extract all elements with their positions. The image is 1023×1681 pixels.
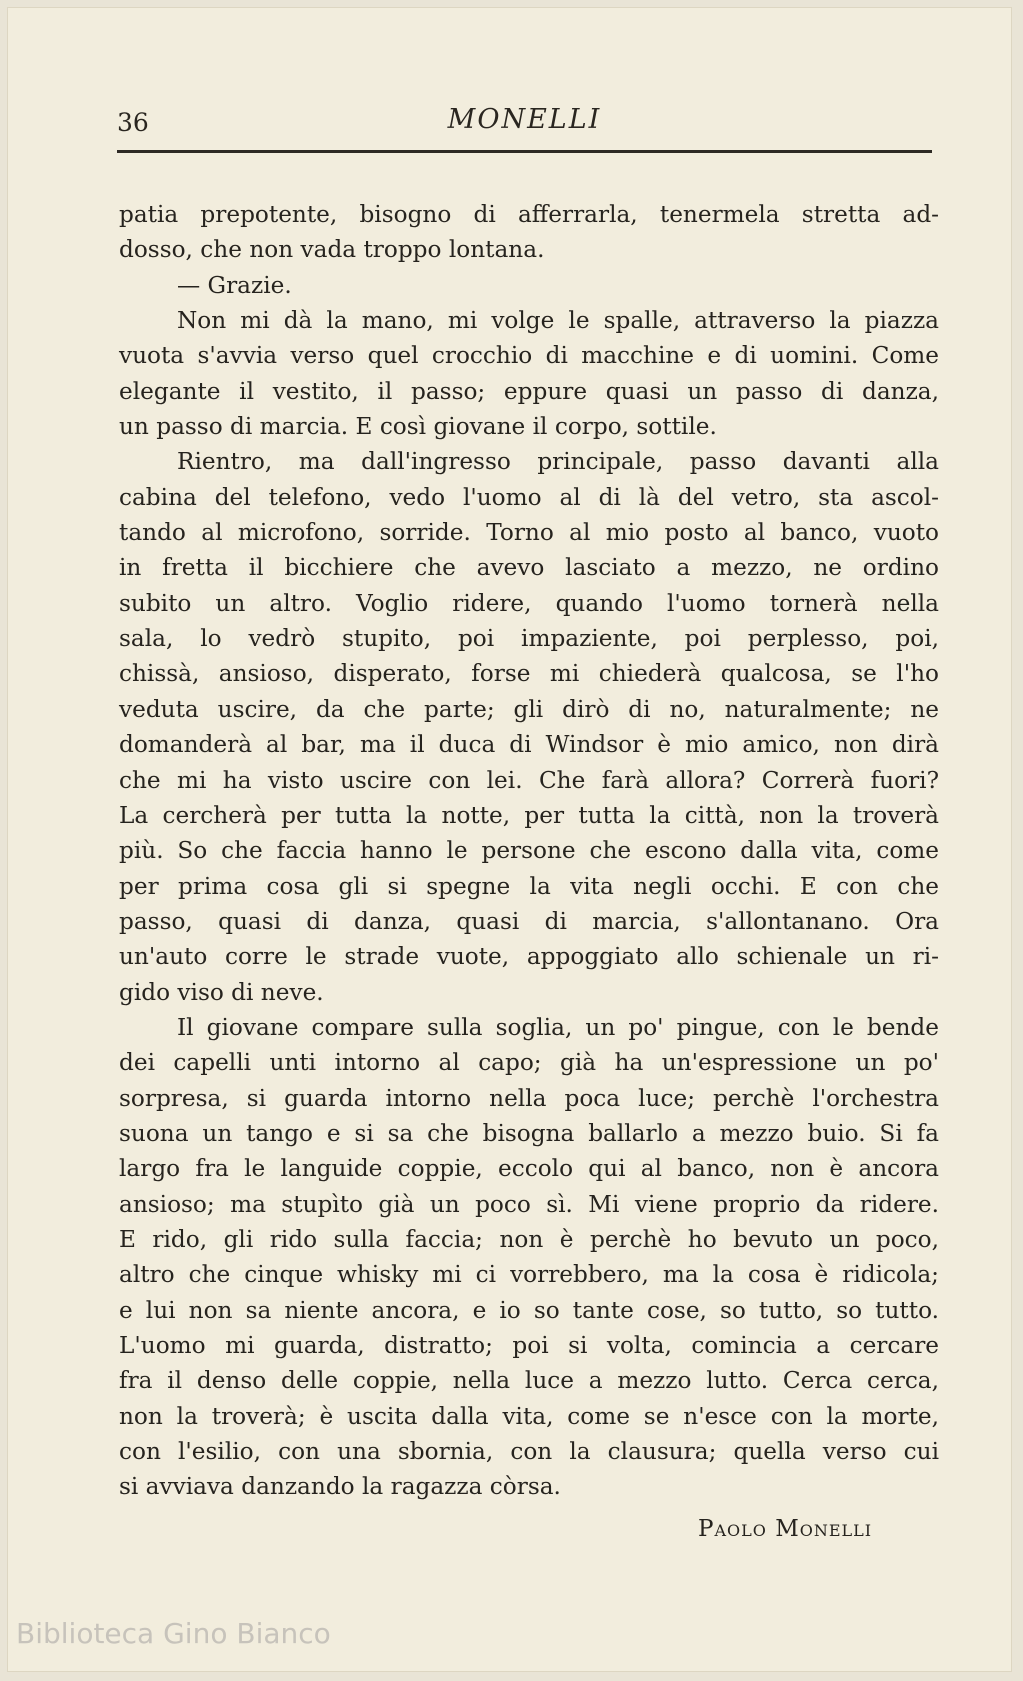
text-line: largo fra le languide coppie, eccolo qui al banco, non è ancora	[119, 1155, 939, 1183]
text-line: Rientro, ma dall'ingresso principale, passo davanti alla	[177, 448, 939, 476]
text-line: — Grazie.	[177, 271, 292, 299]
text-line: non la troverà; è uscita dalla vita, come se n'esce con la morte,	[119, 1402, 939, 1430]
page-header	[117, 104, 932, 144]
text-line: sala, lo vedrò stupito, poi impaziente, poi perplesso, poi,	[119, 625, 939, 653]
text-line: elegante il vestito, il passo; eppure quasi un passo di danza,	[119, 377, 939, 405]
text-line: tando al microfono, sorride. Torno al mio posto al banco, vuoto	[119, 519, 939, 547]
text-line: fra il denso delle coppie, nella luce a mezzo lutto. Cerca cerca,	[119, 1367, 939, 1395]
library-watermark: Biblioteca Gino Bianco	[16, 1617, 331, 1650]
text-line: Il giovane compare sulla soglia, un po' pingue, con le bende	[177, 1013, 939, 1041]
text-line: in fretta il bicchiere che avevo lasciato a mezzo, ne ordino	[119, 554, 939, 582]
text-line: più. So che faccia hanno le persone che escono dalla vita, come	[119, 837, 939, 865]
body-text	[119, 197, 939, 1505]
text-line: veduta uscire, da che parte; gli dirò di no, naturalmente; ne	[119, 695, 939, 723]
text-line: E rido, gli rido sulla faccia; non è perchè ho bevuto un poco,	[119, 1225, 939, 1253]
text-line: e lui non sa niente ancora, e io so tante cose, so tutto, so tutto.	[119, 1296, 939, 1324]
text-line: chissà, ansioso, disperato, forse mi chiederà qualcosa, se l'ho	[119, 660, 939, 688]
text-line: La cercherà per tutta la notte, per tutta la città, non la troverà	[119, 801, 939, 829]
text-line: suona un tango e si sa che bisogna ballarlo a mezzo buio. Si fa	[119, 1119, 939, 1147]
author-signature: Paolo Monelli	[698, 1516, 873, 1542]
text-line: subito un altro. Voglio ridere, quando l'uomo tornerà nella	[119, 589, 939, 617]
text-line: dosso, che non vada troppo lontana.	[119, 236, 545, 264]
text-line: domanderà al bar, ma il duca di Windsor è mio amico, non dirà	[119, 731, 939, 759]
text-line: passo, quasi di danza, quasi di marcia, s'allontanano. Ora	[119, 907, 939, 935]
text-line: ansioso; ma stupìto già un poco sì. Mi viene proprio da ridere.	[119, 1190, 939, 1218]
text-line: altro che cinque whisky mi ci vorrebbero, ma la cosa è ridicola;	[119, 1261, 939, 1289]
book-page	[8, 8, 1011, 1671]
text-line: un passo di marcia. E così giovane il corpo, sottile.	[119, 413, 717, 441]
text-line: gido viso di neve.	[119, 978, 324, 1006]
text-line: un'auto corre le strade vuote, appoggiato allo schienale un ri-	[119, 943, 939, 971]
text-line: con l'esilio, con una sbornia, con la clausura; quella verso cui	[119, 1438, 939, 1466]
page-number: 36	[117, 108, 149, 137]
text-line: si avviava danzando la ragazza còrsa.	[119, 1473, 561, 1501]
text-line: sorpresa, si guarda intorno nella poca luce; perchè l'orchestra	[119, 1084, 939, 1112]
text-line: Non mi dà la mano, mi volge le spalle, attraverso la piazza	[177, 307, 939, 335]
text-line: cabina del telefono, vedo l'uomo al di là del vetro, sta ascol-	[119, 483, 939, 511]
running-title: MONELLI	[447, 104, 602, 135]
text-line: che mi ha visto uscire con lei. Che farà allora? Correrà fuori?	[119, 766, 939, 794]
text-line: L'uomo mi guarda, distratto; poi si volta, comincia a cercare	[119, 1332, 939, 1359]
text-line: vuota s'avvia verso quel crocchio di macchine e di uomini. Come	[119, 342, 939, 370]
text-line: per prima cosa gli si spegne la vita negli occhi. E con che	[119, 872, 939, 900]
header-rule	[117, 150, 932, 153]
text-line: dei capelli unti intorno al capo; già ha un'espressione un po'	[119, 1049, 939, 1077]
text-line: patia prepotente, bisogno di afferrarla, tenermela stretta ad-	[119, 201, 939, 228]
